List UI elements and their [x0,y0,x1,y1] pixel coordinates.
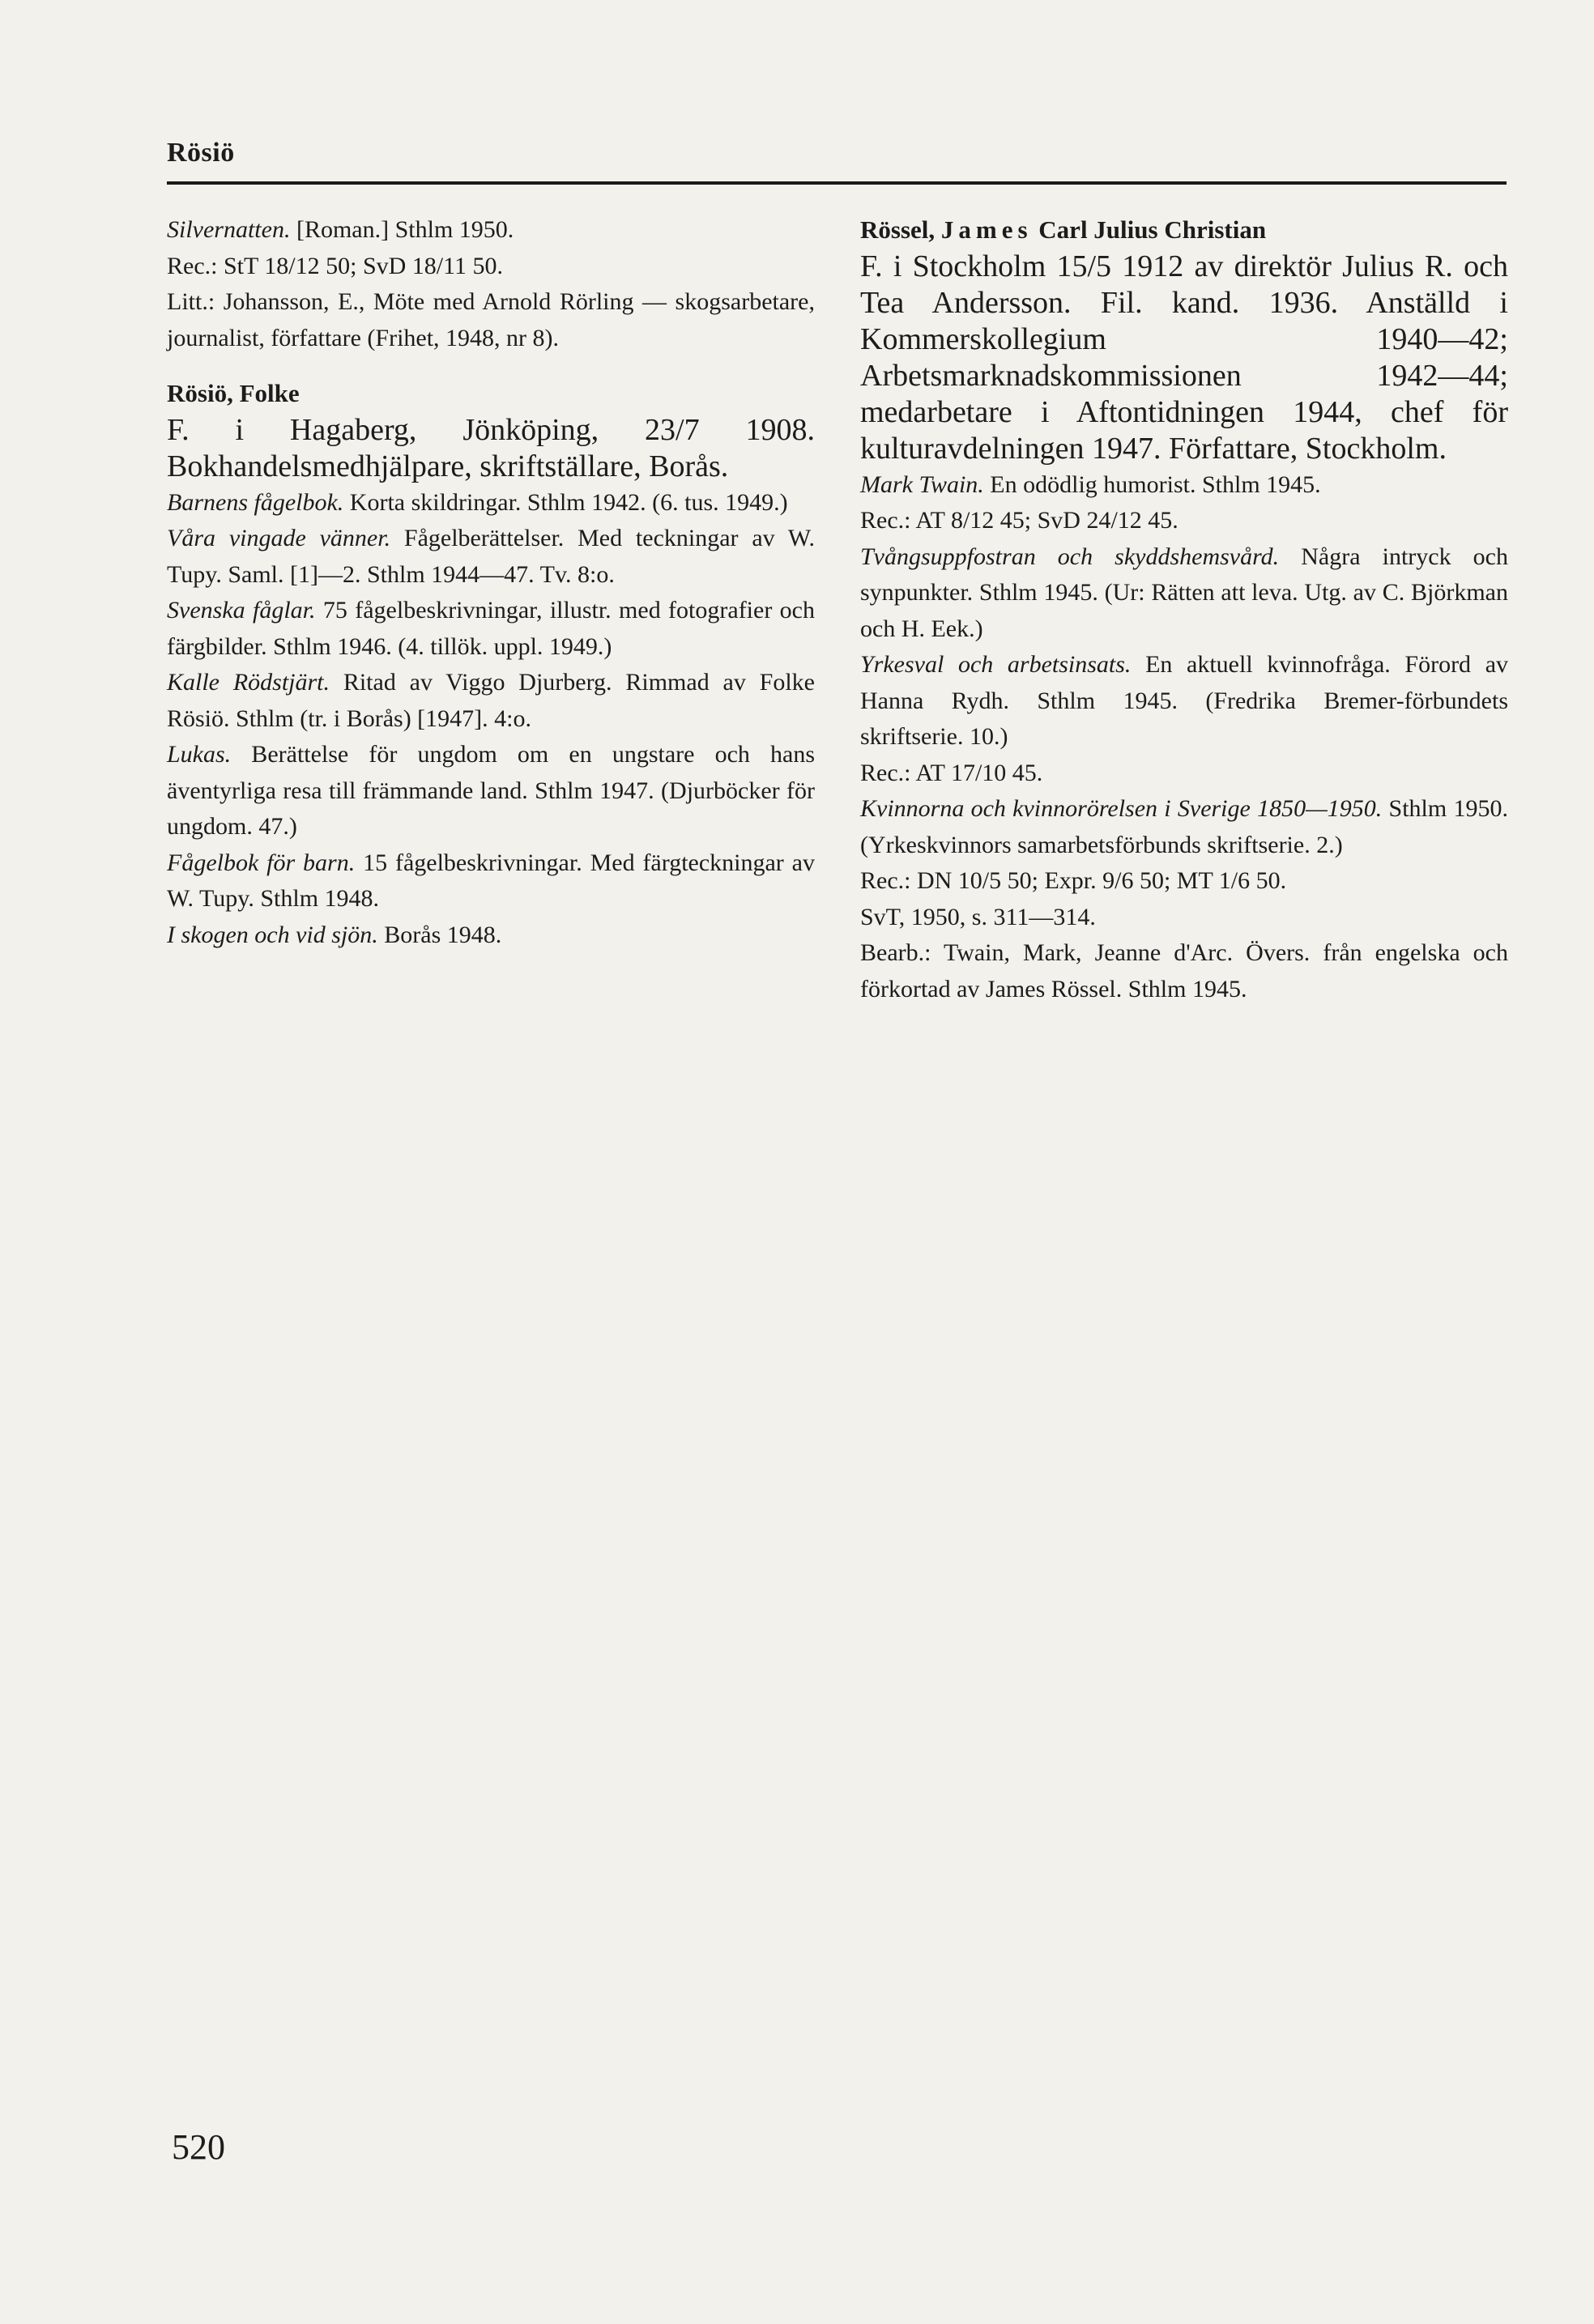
entry-title: Svenska fåglar. [167,597,316,624]
author-bio: F. i Stockholm 15/5 1912 av direktör Julius R. och Tea Andersson. Fil. kand. 1936. Anställd i Kommerskollegium 1940—42; Arbetsmarknadskommissionen 1942—44; medarbetare i Aftontidningen 1944, chef för kulturavdelningen 1947. Författare, Stockholm. [860,249,1508,466]
entry [167,737,815,845]
author-heading [860,212,1508,249]
entry-title: Lukas. [167,741,232,768]
entry-title: Kalle Rödstjärt. [167,669,330,696]
entry [860,863,1508,900]
entry-text: [Roman.] Sthlm 1950. [290,216,514,243]
entry [860,647,1508,756]
entry-text: Ritad av Viggo Djurberg. Rimmad av Folke Rösiö. Sthlm (tr. i Borås) [1947]. 4:o. [167,669,815,732]
author-heading-given-name: James [940,215,1033,244]
entry-text: En aktuell kvinnofråga. Förord av Hanna Rydh. Sthlm 1945. (Fredrika Bremer-förbundets skriftserie. 10.) [860,651,1509,750]
entry-title: Våra vingade vänner. [167,525,391,551]
entry [860,467,1508,504]
entry-text: Rec.: DN 10/5 50; Expr. 9/6 50; MT 1/6 50. [860,867,1287,894]
entry [860,539,1508,648]
author-bio: F. i Hagaberg, Jönköping, 23/7 1908. Bokhandelsmedhjälpare, skriftställare, Borås. [167,412,815,483]
entry [167,249,815,285]
entry-text: Rec.: AT 17/10 45. [860,759,1043,786]
left-column [167,212,815,953]
entry-text: Sthlm 1950. (Yrkeskvinnors samarbetsförbunds skriftserie. 2.) [860,795,1508,858]
entry-text: Rec.: AT 8/12 45; SvD 24/12 45. [860,507,1178,534]
entry-text: Korta skildringar. Sthlm 1942. (6. tus. 1949.) [343,488,788,516]
entry-text: En odödlig humorist. Sthlm 1945. [983,470,1321,498]
entry [167,665,815,737]
entry [167,917,815,954]
author-heading: Rösiö, Folke [167,379,300,407]
entry-text: 75 fågelbeskrivningar, illustr. med fotografier och färgbilder. Sthlm 1946. (4. tillök. uppl. 1949.) [167,597,816,660]
entry-title: Kvinnorna och kvinnorörelsen i Sverige 1850—1950. [860,795,1383,822]
entry [167,485,815,521]
entry [167,212,815,249]
entry [860,756,1508,792]
entry-text: Fågelberättelser. Med teckningar av W. Tupy. Saml. [1]—2. Sthlm 1944—47. Tv. 8:o. [167,525,815,588]
entry-title: I skogen och vid sjön. [167,921,378,948]
running-head: Rösiö [167,138,235,168]
entry [860,791,1508,863]
entry-title: Fågelbok för barn. [167,849,356,876]
author-heading-surname: Rössel, [860,215,941,244]
entry-text: SvT, 1950, s. 311—314. [860,903,1096,930]
entry-title: Mark Twain. [860,470,984,498]
entry-title: Silvernatten. [167,216,291,243]
entry-text: Borås 1948. [377,921,502,948]
entry-text: Litt.: Johansson, E., Möte med Arnold Rörling — skogsarbetare, journalist, författare (Frihet, 1948, nr 8). [167,288,815,351]
entry [167,845,815,917]
entry [860,935,1508,1007]
entry-text: Berättelse för ungdom om en ungstare och hans äventyrliga resa till främmande land. Sthlm 1947. (Djurböcker för ungdom. 47.) [167,741,815,840]
right-column [860,212,1508,1007]
entry-text: 15 fågelbeskrivningar. Med färgteckningar av W. Tupy. Sthlm 1948. [167,849,815,912]
header-rule [167,181,1507,185]
entry [167,593,815,665]
entry [167,521,815,593]
page-number: 520 [172,2127,225,2167]
entry-text: Rec.: StT 18/12 50; SvD 18/11 50. [167,252,504,279]
entry [167,284,815,356]
entry [860,503,1508,539]
author-heading-middle-names: Carl Julius Christian [1032,215,1267,244]
entry-title: Yrkesval och arbetsinsats. [860,651,1132,678]
entry-title: Tvångsuppfostran och skyddshemsvård. [860,543,1280,570]
entry [860,900,1508,936]
entry-text: Några intryck och synpunkter. Sthlm 1945. (Ur: Rätten att leva. Utg. av C. Björkman och H. Eek.) [860,543,1508,642]
entry-title: Barnens fågelbok. [167,488,344,516]
entry-text: Bearb.: Twain, Mark, Jeanne d'Arc. Övers. från engelska och förkortad av James Rössel. Sthlm 1945. [860,939,1508,1002]
